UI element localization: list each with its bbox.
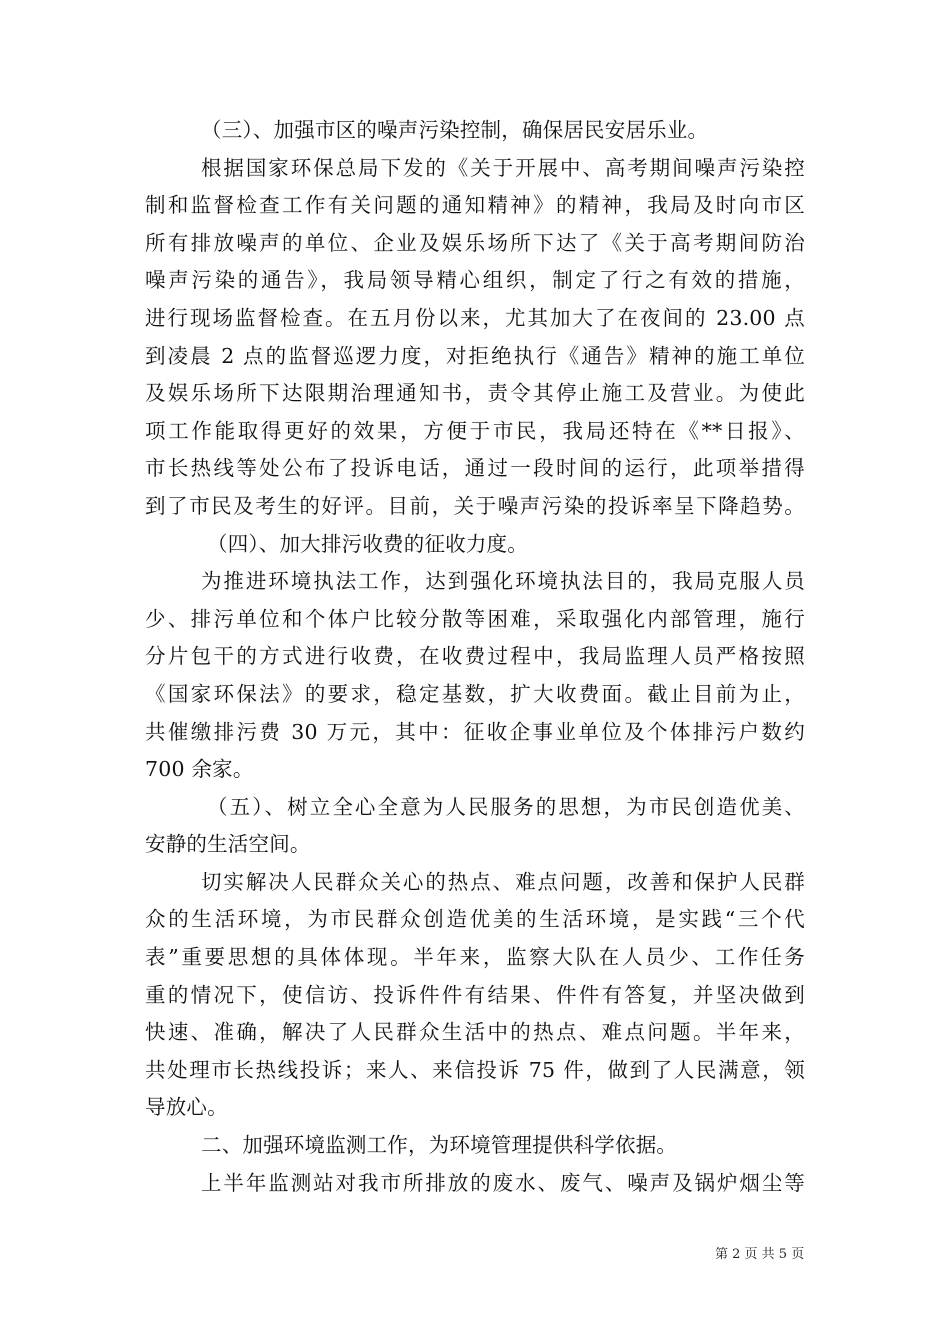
- section-heading-2: 二、加强环境监测工作，为环境管理提供科学依据。: [201, 1133, 678, 1158]
- paragraph-line: 项工作能取得更好的效果，方便于市民，我局还特在《**日报》、: [145, 418, 805, 443]
- paragraph-line: 为推进环境执法工作，达到强化环境执法目的，我局克服人员: [201, 569, 805, 594]
- paragraph-line: 导放心。: [145, 1095, 228, 1120]
- paragraph-line: 共处理市长热线投诉；来人、来信投诉 75 件，做到了人民满意，领: [145, 1057, 805, 1082]
- paragraph-line: 少、排污单位和个体户比较分散等困难，采取强化内部管理，施行: [145, 606, 805, 631]
- paragraph-line: 切实解决人民群众关心的热点、难点问题，改善和保护人民群: [201, 869, 805, 894]
- section-heading-4: （四）、加大排污收费的征收力度。: [207, 531, 528, 556]
- paragraph-line: 众的生活环境，为市民群众创造优美的生活环境，是实践“三个代: [145, 907, 805, 932]
- section-heading-3: （三）、加强市区的噪声污染控制，确保居民安居乐业。: [201, 118, 709, 142]
- paragraph-line: 快速、准确，解决了人民群众生活中的热点、难点问题。半年来，: [145, 1020, 805, 1045]
- page-number: 第 2 页 共 5 页: [715, 1247, 805, 1262]
- paragraph-line: 进行现场监督检查。在五月份以来，尤其加大了在夜间的 23.00 点: [145, 305, 805, 330]
- paragraph-line: 上半年监测站对我市所排放的废水、废气、噪声及锅炉烟尘等: [201, 1170, 805, 1195]
- paragraph-line: 到凌晨 2 点的监督巡逻力度，对拒绝执行《通告》精神的施工单位: [145, 343, 805, 368]
- section-heading-5-cont: 安静的生活空间。: [145, 832, 311, 857]
- section-heading-5: （五）、树立全心全意为人民服务的思想，为市民创造优美、: [207, 794, 805, 819]
- paragraph-line: 到了市民及考生的好评。目前，关于噪声污染的投诉率呈下降趋势。: [145, 493, 805, 518]
- paragraph-line: 市长热线等处公布了投诉电话，通过一段时间的运行，此项举措得: [145, 456, 805, 481]
- paragraph-line: 制和监督检查工作有关问题的通知精神》的精神，我局及时向市区: [145, 193, 805, 218]
- paragraph-line: 分片包干的方式进行收费，在收费过程中，我局监理人员严格按照: [145, 644, 805, 669]
- paragraph-line: 所有排放噪声的单位、企业及娱乐场所下达了《关于高考期间防治: [145, 230, 805, 255]
- paragraph-line: 噪声污染的通告》，我局领导精心组织，制定了行之有效的措施，: [145, 268, 805, 293]
- paragraph-line: 重的情况下，使信访、投诉件件有结果、件件有答复，并坚决做到: [145, 982, 805, 1007]
- paragraph-line: 根据国家环保总局下发的《关于开展中、高考期间噪声污染控: [201, 155, 805, 180]
- paragraph-line: 及娱乐场所下达限期治理通知书，责令其停止施工及营业。为使此: [145, 381, 805, 406]
- document-body: [145, 112, 805, 1202]
- paragraph-line: 共催缴排污费 30 万元，其中：征收企事业单位及个体排污户数约: [145, 719, 805, 744]
- paragraph-line: 表”重要思想的具体体现。半年来，监察大队在人员少、工作任务: [145, 945, 805, 970]
- paragraph-line: 700 余家。: [145, 757, 254, 782]
- paragraph-line: 《国家环保法》的要求，稳定基数，扩大收费面。截止目前为止，: [145, 681, 805, 706]
